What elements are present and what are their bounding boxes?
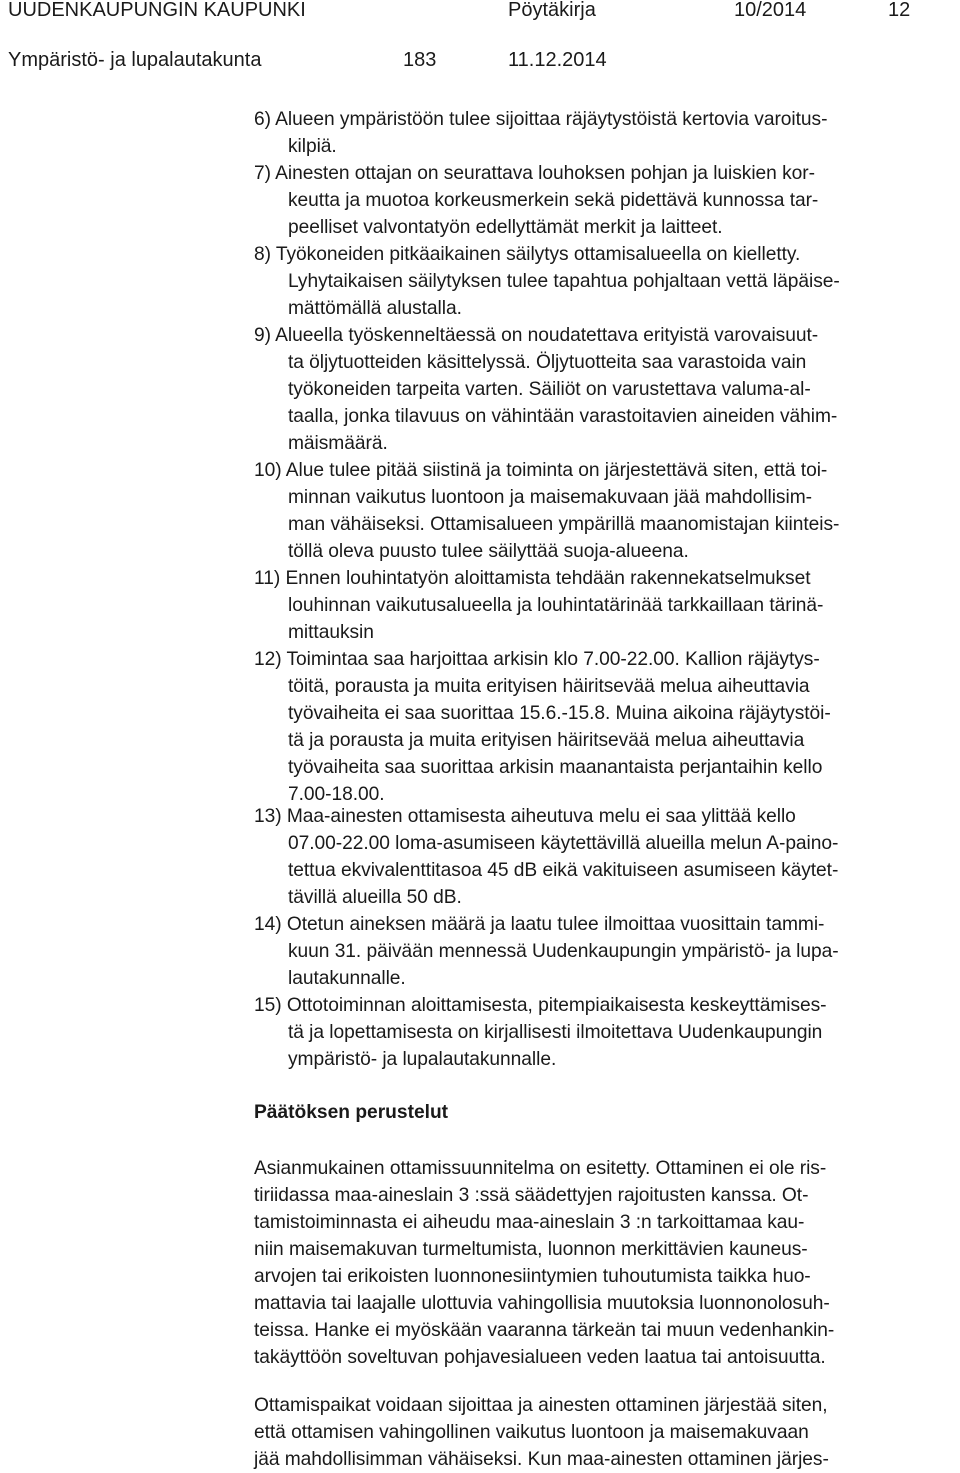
rationale-paragraph-line: Ottamispaikat voidaan sijoittaa ja ainesten ottaminen järjestää siten, <box>254 1395 828 1416</box>
condition-9-line: ta öljytuotteiden käsittelyssä. Öljytuotteita saa varastoida vain <box>288 352 807 373</box>
condition-15-line: ympäristö- ja lupalautakunnalle. <box>288 1049 557 1070</box>
rationale-paragraph-line: Asianmukainen ottamissuunnitelma on esitetty. Ottaminen ei ole ris- <box>254 1158 827 1179</box>
condition-11-line: 11) Ennen louhintatyön aloittamista tehdään rakennekatselmukset <box>254 568 811 589</box>
condition-11-line: mittauksin <box>288 622 374 643</box>
condition-7-line: peelliset valvontatyön edellyttämät merkit ja laitteet. <box>288 217 723 238</box>
condition-9-line: 9) Alueella työskenneltäessä on noudatettava erityistä varovaisuut- <box>254 325 819 346</box>
condition-10-line: minnan vaikutus luontoon ja maisemakuvaan jää mahdollisim- <box>288 487 812 508</box>
condition-12-line: tä ja porausta ja muita erityisen häiritsevää melua aiheuttavia <box>288 730 805 751</box>
condition-12-line: töitä, porausta ja muita erityisen häiritsevää melua aiheuttavia <box>288 676 810 697</box>
condition-15-line: 15) Ottotoiminnan aloittamisesta, pitempiaikaisesta keskeyttämises- <box>254 995 827 1016</box>
rationale-paragraph-line: tiriidassa maa-aineslain 3 :ssä säädettyjen rajoitusten kanssa. Ot- <box>254 1185 809 1206</box>
condition-9-line: taalla, jonka tilavuus on vähintään varastoitavien aineiden vähim- <box>288 406 838 427</box>
condition-8-line: 8) Työkoneiden pitkäaikainen säilytys ottamisalueella on kielletty. <box>254 244 801 265</box>
condition-10-line: man vähäiseksi. Ottamisalueen ympärillä maanomistajan kiinteis- <box>288 514 840 535</box>
document-number: 10/2014 <box>734 0 807 21</box>
condition-8-line: mättömällä alustalla. <box>288 298 462 319</box>
condition-6-line: 6) Alueen ympäristöön tulee sijoittaa räjäytystöistä kertovia varoitus- <box>254 109 828 130</box>
condition-13-line: tävillä alueilla 50 dB. <box>288 887 462 908</box>
condition-9-line: mäismäärä. <box>288 433 388 454</box>
organization-name: UUDENKAUPUNGIN KAUPUNKI <box>8 0 306 21</box>
condition-13-line: tettua ekvivalenttitasoa 45 dB eikä vakituiseen asumiseen käytet- <box>288 860 839 881</box>
condition-12-line: työvaiheita ei saa suorittaa 15.6.-15.8. Muina aikoina räjäytystöi- <box>288 703 831 724</box>
meeting-date: 11.12.2014 <box>508 49 607 71</box>
condition-11-line: louhinnan vaikutusalueella ja louhintatärinää tarkkaillaan tärinä- <box>288 595 824 616</box>
section-number: 183 <box>403 49 437 71</box>
rationale-paragraph-line: mattavia tai laajalle ulottuvia vahingollisia muutoksia luonnonolosuh- <box>254 1293 830 1314</box>
rationale-paragraph-line: että ottamisen vahingollinen vaikutus luontoon ja maisemakuvaan <box>254 1422 809 1443</box>
condition-13-line: 13) Maa-ainesten ottamisesta aiheutuva melu ei saa ylittää kello <box>254 806 796 827</box>
rationale-paragraph-line: tamistoiminnasta ei aiheudu maa-aineslain 3 :n tarkoittamaa kau- <box>254 1212 805 1233</box>
board-name: Ympäristö- ja lupalautakunta <box>8 49 262 71</box>
condition-15-line: tä ja lopettamisesta on kirjallisesti ilmoitettava Uudenkaupungin <box>288 1022 823 1043</box>
condition-14-line: lautakunnalle. <box>288 968 406 989</box>
condition-12-line: 12) Toimintaa saa harjoittaa arkisin klo 7.00-22.00. Kallion räjäytys- <box>254 649 820 670</box>
condition-10-line: töllä oleva puusto tulee säilyttää suoja-alueena. <box>288 541 689 562</box>
condition-14-line: kuun 31. päivään mennessä Uudenkaupungin ympäristö- ja lupa- <box>288 941 839 962</box>
condition-7-line: 7) Ainesten ottajan on seurattava louhoksen pohjan ja luiskien kor- <box>254 163 815 184</box>
condition-12-line: työvaiheita saa suorittaa arkisin maanantaista perjantaihin kello <box>288 757 823 778</box>
rationale-paragraph-line: jää mahdollisimman vähäiseksi. Kun maa-ainesten ottaminen järjes- <box>254 1449 829 1470</box>
section-heading: Päätöksen perustelut <box>254 1102 449 1123</box>
condition-6-line: kilpiä. <box>288 136 337 157</box>
condition-7-line: keutta ja muotoa korkeusmerkein sekä pidettävä kunnossa tar- <box>288 190 819 211</box>
condition-13-line: 07.00-22.00 loma-asumiseen käytettävillä alueilla melun A-paino- <box>288 833 839 854</box>
document-type: Pöytäkirja <box>508 0 596 21</box>
page-number: 12 <box>888 0 911 21</box>
rationale-paragraph-line: niin maisemakuvan turmeltumista, luonnon merkittävien kauneus- <box>254 1239 808 1260</box>
rationale-paragraph-line: teissa. Hanke ei myöskään vaaranna tärkeän tai muun vedenhankin- <box>254 1320 835 1341</box>
rationale-paragraph-line: takäyttöön soveltuvan pohjavesialueen veden laatua tai antoisuutta. <box>254 1347 826 1368</box>
rationale-paragraph-line: arvojen tai erikoisten luonnonesiintymien tuhoutumista taikka huo- <box>254 1266 811 1287</box>
condition-10-line: 10) Alue tulee pitää siistinä ja toiminta on järjestettävä siten, että toi- <box>254 460 828 481</box>
condition-12-line: 7.00-18.00. <box>288 784 385 805</box>
condition-8-line: Lyhytaikaisen säilytyksen tulee tapahtua pohjaltaan vettä läpäise- <box>288 271 840 292</box>
condition-14-line: 14) Otetun aineksen määrä ja laatu tulee ilmoittaa vuosittain tammi- <box>254 914 825 935</box>
condition-9-line: työkoneiden tarpeita varten. Säiliöt on varustettava valuma-al- <box>288 379 811 400</box>
